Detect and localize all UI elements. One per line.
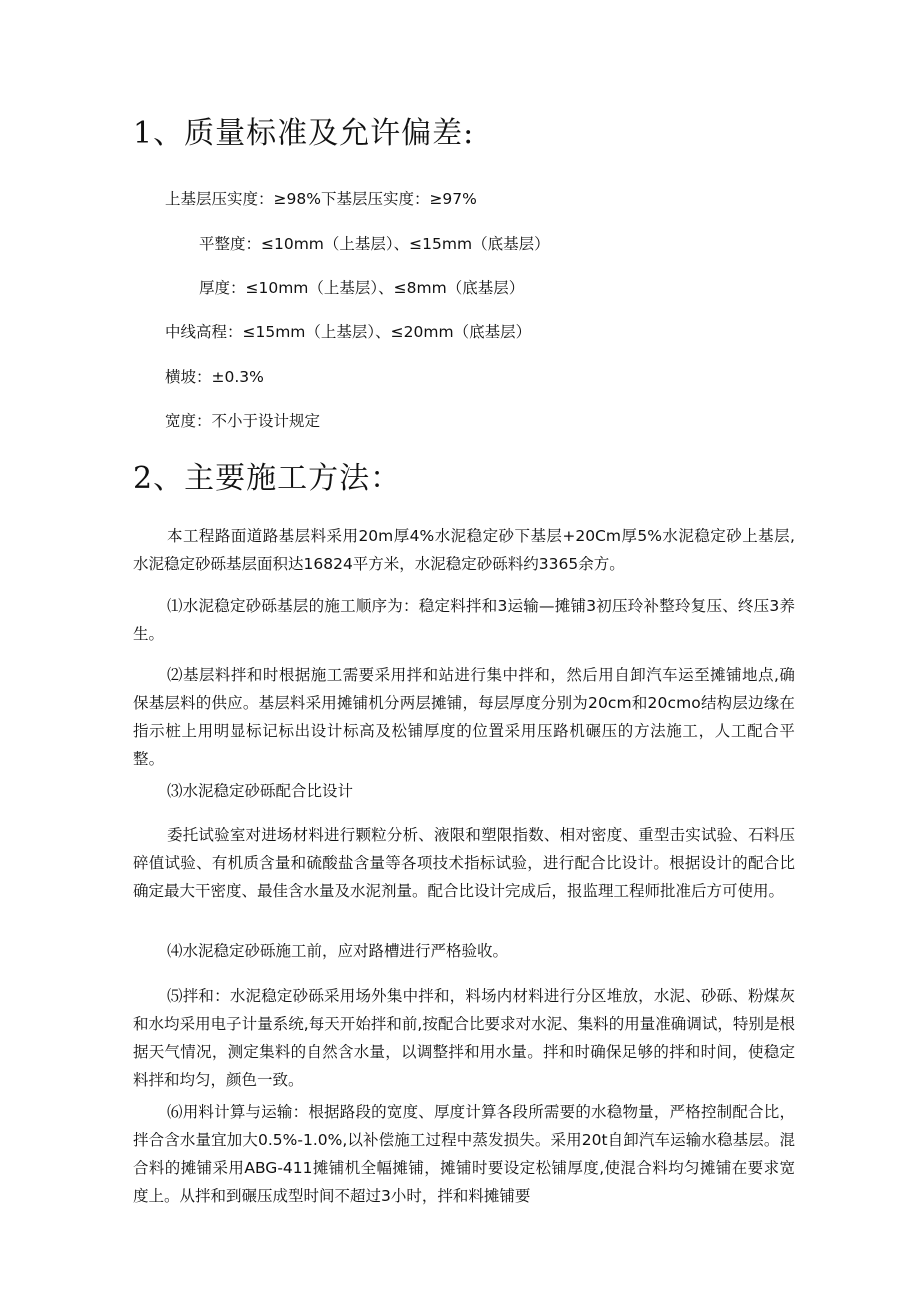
flatness-standard: 平整度：≤10mm（上基层）、≤15mm（底基层） (199, 235, 550, 253)
mix-design-paragraph: 委托试验室对进场材料进行颗粒分析、液限和塑限指数、相对密度、重型击实试验、石料压碎值试验、有机质含量和硫酸盐含量等各项技术指标试验，进行配合比设计。根据设计的配合比确定最大干密度、最佳含水量及水泥剂量。配合比设计完成后，报监理工程师批准后方可使用。 (133, 826, 795, 900)
project-overview-paragraph: 本工程路面道路基层料采用20m厚4%水泥稳定砂下基层+20Cm厚5%水泥稳定砂上基层,水泥稳定砂砾基层面积达16824平方米，水泥稳定砂砾料约3365余方。 (133, 527, 795, 573)
material-calc-transport-paragraph: ⑹用料计算与运输：根据路段的宽度、厚度计算各段所需要的水稳物量，严格控制配合比，拌合含水量宜加大0.5%-1.0%,以补偿施工过程中蒸发损失。采用20t自卸汽车运输水稳基层。混合料的摊铺采用ABG-411摊铺机全幅摊铺，摊铺时要设定松铺厚度,使混合料均匀摊铺在要求宽度上。从拌和到碾压成型时间不超过3小时，拌和料摊铺要 (133, 1103, 795, 1205)
width-standard: 宽度：不小于设计规定 (165, 412, 321, 430)
mixing-and-paving-paragraph: ⑵基层料拌和时根据施工需要采用拌和站进行集中拌和，然后用自卸汽车运至摊铺地点,确保基层料的供应。基层料采用摊铺机分两层摊铺，每层厚度分别为20cm和20cmo结构层边缘在指示桩上用明显标记标出设计标高及松铺厚度的位置采用压路机碾压的方法施工，人工配合平整。 (133, 666, 795, 768)
thickness-standard: 厚度：≤10mm（上基层）、≤8mm（底基层） (199, 279, 525, 297)
section-2-heading: 2、主要施工方法： (133, 461, 402, 496)
mix-design-title: ⑶水泥稳定砂砾配合比设计 (167, 782, 354, 800)
construction-sequence-paragraph: ⑴水泥稳定砂砾基层的施工顺序为：稳定料拌和3运输—摊铺3初压玲补整玲复压、终压3养生。 (133, 597, 795, 643)
subgrade-inspection-paragraph: ⑷水泥稳定砂砾施工前，应对路槽进行严格验收。 (167, 942, 509, 960)
compaction-standard: 上基层压实度：≥98%下基层压实度：≥97% (165, 190, 477, 208)
mixing-procedure-paragraph: ⑸拌和：水泥稳定砂砾采用场外集中拌和，料场内材料进行分区堆放，水泥、砂砾、粉煤灰和水均采用电子计量系统,每天开始拌和前,按配合比要求对水泥、集料的用量准确调试，特别是根据天气情况，测定集料的自然含水量，以调整拌和用水量。拌和时确保足够的拌和时间，使稳定料拌和均匀，颜色一致。 (133, 987, 795, 1089)
cross-slope-standard: 横坡：±0.3% (165, 368, 264, 386)
section-1-heading: 1、质量标准及允许偏差: (133, 116, 475, 151)
centerline-elevation-standard: 中线高程：≤15mm（上基层）、≤20mm（底基层） (165, 323, 532, 341)
